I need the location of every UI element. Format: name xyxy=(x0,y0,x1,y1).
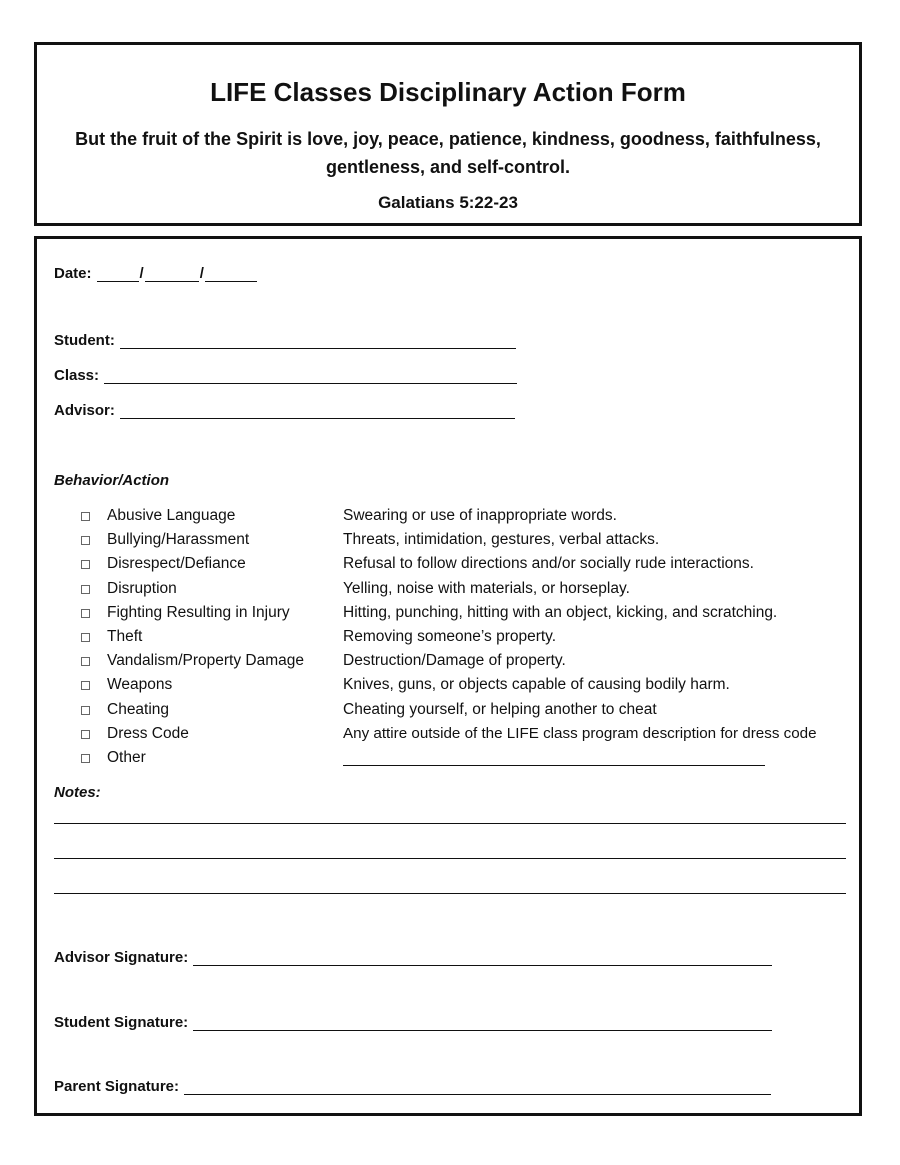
form-title: LIFE Classes Disciplinary Action Form xyxy=(210,77,686,107)
date-separator: / xyxy=(139,265,144,282)
parent-signature-blank[interactable] xyxy=(184,1079,771,1095)
behavior-name: Cheating xyxy=(107,700,170,718)
behavior-item xyxy=(81,555,861,579)
student-signature-label: Student Signature: xyxy=(54,1014,189,1031)
notes-heading: Notes: xyxy=(54,784,101,801)
advisor-blank[interactable] xyxy=(120,403,515,419)
checkbox-icon[interactable] xyxy=(81,536,90,545)
checkbox-icon[interactable] xyxy=(81,681,90,690)
behavior-name: Other xyxy=(107,748,146,766)
class-field xyxy=(54,367,517,384)
behavior-item xyxy=(81,749,861,773)
behavior-description: Destruction/Damage of property. xyxy=(343,652,566,670)
behavior-heading: Behavior/Action xyxy=(54,472,170,489)
checkbox-icon[interactable] xyxy=(81,633,90,642)
date-label: Date: xyxy=(54,265,92,282)
behavior-description: Hitting, punching, hitting with an object, kicking, and scratching. xyxy=(343,603,778,621)
student-label: Student: xyxy=(54,332,115,349)
scripture-citation: Galatians 5:22-23 xyxy=(378,193,518,212)
checkbox-icon[interactable] xyxy=(81,754,90,763)
class-blank[interactable] xyxy=(104,368,517,384)
behavior-name: Theft xyxy=(107,627,143,645)
date-year-blank[interactable] xyxy=(205,266,257,282)
advisor-field xyxy=(54,402,515,419)
form-body xyxy=(34,236,862,1116)
behavior-item xyxy=(81,725,861,749)
date-day-blank[interactable] xyxy=(145,266,199,282)
class-label: Class: xyxy=(54,367,100,384)
behavior-item xyxy=(81,580,861,604)
behavior-description: Swearing or use of inappropriate words. xyxy=(343,507,617,524)
advisor-signature-field xyxy=(54,949,772,966)
parent-signature-label: Parent Signature: xyxy=(54,1078,180,1095)
behavior-item xyxy=(81,628,861,652)
behavior-name: Bullying/Harassment xyxy=(107,531,250,549)
form-header xyxy=(34,42,862,226)
checkbox-icon[interactable] xyxy=(81,657,90,666)
behavior-description: Refusal to follow directions and/or socially rude interactions. xyxy=(343,555,754,573)
advisor-label: Advisor: xyxy=(54,402,115,419)
behavior-description: Yelling, noise with materials, or horseplay. xyxy=(343,579,630,597)
notes-line[interactable] xyxy=(54,858,846,859)
date-month-blank[interactable] xyxy=(97,266,139,282)
other-description-blank[interactable] xyxy=(343,765,765,766)
advisor-signature-blank[interactable] xyxy=(193,950,772,966)
student-signature-field xyxy=(54,1014,772,1031)
behavior-name: Vandalism/Property Damage xyxy=(107,652,304,670)
behavior-description: Knives, guns, or objects capable of causing bodily harm. xyxy=(343,676,730,694)
student-field xyxy=(54,332,516,349)
notes-line[interactable] xyxy=(54,893,846,894)
behavior-item xyxy=(81,701,861,725)
student-blank[interactable] xyxy=(120,333,516,349)
behavior-description: Threats, intimidation, gestures, verbal attacks. xyxy=(343,531,660,549)
notes-line[interactable] xyxy=(54,823,846,824)
behavior-name: Dress Code xyxy=(107,724,189,742)
checkbox-icon[interactable] xyxy=(81,730,90,739)
behavior-name: Abusive Language xyxy=(107,507,236,524)
behavior-name: Weapons xyxy=(107,676,173,694)
advisor-signature-label: Advisor Signature: xyxy=(54,949,189,966)
parent-signature-field xyxy=(54,1078,771,1095)
scripture-verse: But the fruit of the Spirit is love, joy, peace, patience, kindness, goodness, faithfulness, gentleness, and self-control. xyxy=(75,129,821,177)
behavior-list xyxy=(81,507,861,773)
date-separator: / xyxy=(199,265,204,282)
behavior-item xyxy=(81,507,861,531)
behavior-item xyxy=(81,652,861,676)
checkbox-icon[interactable] xyxy=(81,585,90,594)
behavior-item xyxy=(81,676,861,700)
behavior-description: Cheating yourself, or helping another to cheat xyxy=(343,700,657,718)
behavior-name: Fighting Resulting in Injury xyxy=(107,603,290,621)
behavior-item xyxy=(81,604,861,628)
behavior-description: Any attire outside of the LIFE class program description for dress code xyxy=(343,724,817,742)
behavior-item xyxy=(81,531,861,555)
student-signature-blank[interactable] xyxy=(193,1015,772,1031)
behavior-description: Removing someone’s property. xyxy=(343,627,557,645)
checkbox-icon[interactable] xyxy=(81,512,90,521)
behavior-name: Disruption xyxy=(107,579,177,597)
checkbox-icon[interactable] xyxy=(81,560,90,569)
behavior-name: Disrespect/Defiance xyxy=(107,555,246,573)
checkbox-icon[interactable] xyxy=(81,706,90,715)
checkbox-icon[interactable] xyxy=(81,609,90,618)
date-field xyxy=(54,265,257,282)
